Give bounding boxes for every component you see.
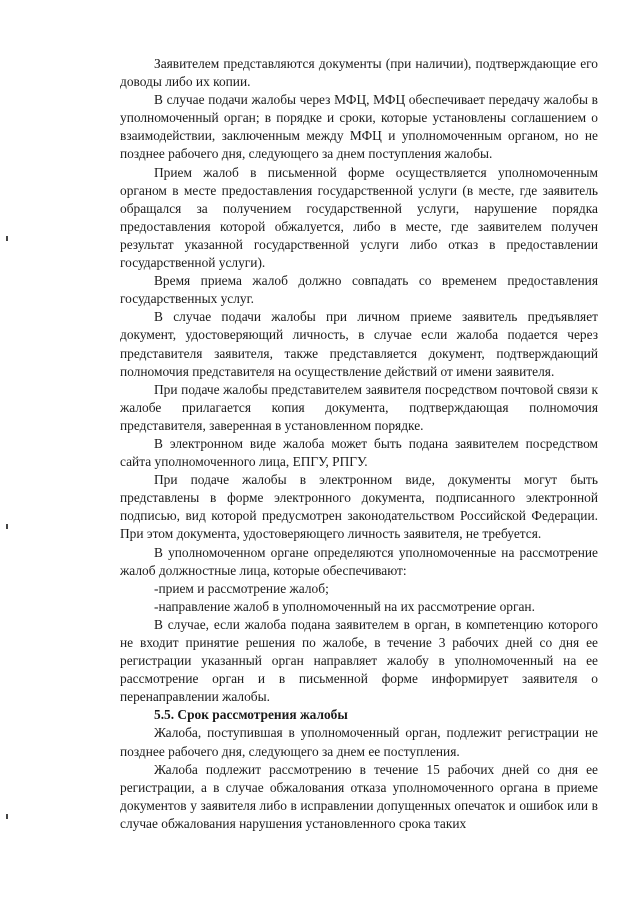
paragraph: Жалоба подлежит рассмотрению в течение 15 рабочих дней со дня ее регистрации, а в случае обжалования отказа уполномоченного органа в приеме документов у заявителя либо в исправлении допущенных опечаток и ошибок или в случае обжалования нарушения установленного срока таких — [120, 761, 598, 831]
paragraph: Заявителем представляются документы (при наличии), подтверждающие его доводы либо их копии. — [120, 56, 598, 90]
paragraph: В электронном виде жалоба может быть подана заявителем посредством сайта уполномоченного лица, ЕПГУ, РПГУ. — [120, 435, 598, 470]
paragraph: При подаче жалобы в электронном виде, документы могут быть представлены в форме электронного документа, подписанного электронной подписью, вид которой предусмотрен законодательством Российской Федерации. При этом документа, удостоверяющего личность заявителя, не требуется. — [120, 472, 598, 542]
binding-mark — [6, 814, 8, 819]
binding-mark — [6, 236, 8, 241]
paragraph: Жалоба, поступившая в уполномоченный орган, подлежит регистрации не позднее рабочего дня, следующего за днем ее поступления. — [120, 725, 598, 759]
list-item: -прием и рассмотрение жалоб; — [154, 580, 329, 596]
paragraph: В случае, если жалоба подана заявителем в орган, в компетенцию которого не входит принятие решения по жалобе, в течение 3 рабочих дней со дня ее регистрации указанный орган направляет жалобу в уполномоченный на ее рассмотрение орган и в письменной форме информирует заявителя о перенаправлении жалобы. — [120, 616, 598, 705]
paragraph: Прием жалоб в письменной форме осуществляется уполномоченным органом в месте предоставления государственной услуги (в месте, где заявитель обращался за получением государственной услуги, нарушение порядка предоставления которой обжалуется, либо в месте, где заявителем получен результат указанной государственной услуги либо отказ в предоставлении государственной услуги). — [120, 164, 598, 271]
paragraph: Время приема жалоб должно совпадать со временем предоставления государственных услуг. — [120, 273, 598, 307]
paragraph: При подаче жалобы представителем заявителя посредством почтовой связи к жалобе прилагается копия документа, подтверждающая полномочия представителя, заверенная в установленном порядке. — [120, 381, 598, 433]
section-heading: 5.5. Срок рассмотрения жалобы — [154, 707, 348, 723]
binding-mark — [6, 524, 8, 529]
list-item: -направление жалоб в уполномоченный на их рассмотрение орган. — [154, 598, 535, 614]
paragraph: В случае подачи жалобы через МФЦ, МФЦ обеспечивает передачу жалобы в уполномоченный орган; в порядке и сроки, которые установлены соглашением о взаимодействии, заключенным между МФЦ и уполномоченным органом, но не позднее рабочего дня, следующего за днем поступления жалобы. — [120, 92, 598, 162]
paragraph: В случае подачи жалобы при личном приеме заявитель предъявляет документ, удостоверяющий личность, в случае если жалоба подается через представителя заявителя, также представляется документ, подтверждающий полномочия представителя на осуществление действий от имени заявителя. — [120, 309, 598, 379]
paragraph: В уполномоченном органе определяются уполномоченные на рассмотрение жалоб должностные лица, которые обеспечивают: — [120, 544, 598, 578]
document-body — [120, 55, 598, 833]
